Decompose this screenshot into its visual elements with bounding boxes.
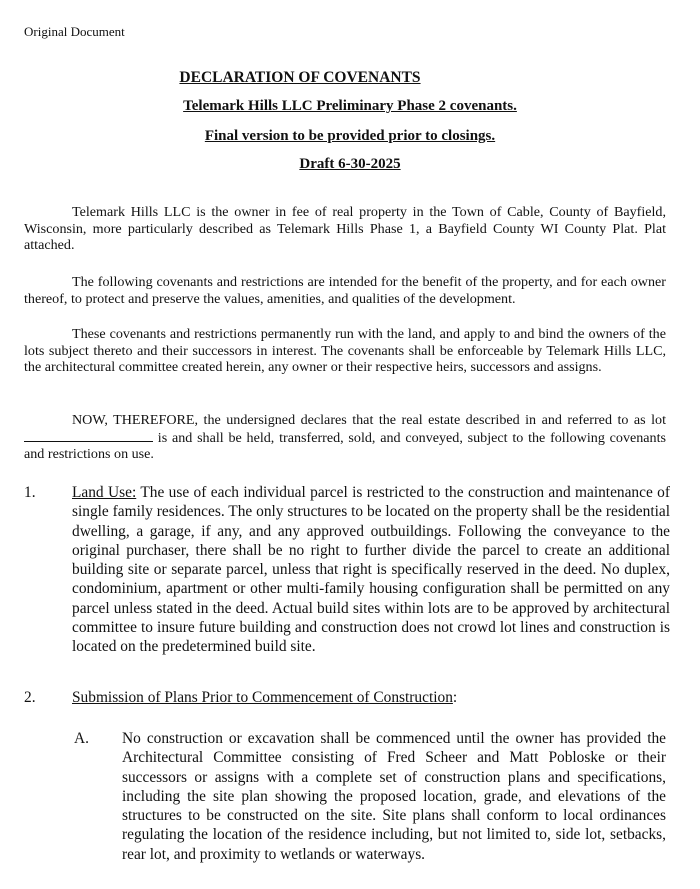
paragraph-ownership <box>24 204 666 254</box>
paragraph-enforcement <box>24 326 666 376</box>
subsection-letter: A. <box>74 730 89 747</box>
paragraph-purpose <box>24 274 666 307</box>
subsection-text: No construction or excavation shall be commenced until the owner has provided the Architectural Committee consisting of Fred Scheer and Matt Pobloske or their successors or assigns with a complete set of construction plans and specifications, including the site plan showing the proposed location, grade, and elevations of the structures to be constructed on the site. Site plans shall conform to local ordinances regulating the location of the residence including, but not limited to, side lot, setbacks, rear lot, and proximity to wetlands or waterways. <box>122 730 666 863</box>
paragraph-enforcement-text: These covenants and restrictions permanently run with the land, and apply to and bind the owners of the lots subject thereto and their successors in interest. The covenants shall be enforceable by Telemark Hills LLC, the architectural committee created herein, any owner or their respective heirs, successors and assigns. <box>24 326 666 376</box>
section-number: 1. <box>24 484 36 501</box>
section-heading: Land Use: <box>72 484 137 501</box>
paragraph-purpose-text: The following covenants and restrictions are intended for the benefit of the property, and for each owner thereof, to protect and preserve the values, amenities, and qualities of the development. <box>24 274 666 307</box>
document-title: DECLARATION OF COVENANTS <box>179 69 421 86</box>
section-body <box>72 483 670 657</box>
document-label: Original Document <box>24 24 125 39</box>
section-number: 2. <box>24 689 36 706</box>
lot-blank-line <box>24 429 153 442</box>
subtitle-phase: Telemark Hills LLC Preliminary Phase 2 covenants. <box>183 98 517 114</box>
section-heading: Submission of Plans Prior to Commencement of Construction <box>72 689 453 706</box>
section-text: The use of each individual parcel is restricted to the construction and maintenance of single family residences. The only structures to be located on the property shall be the residential dwelling, a garage, if any, and any approved outbuildings. Following the conveyance to the original purchaser, there shall be no right to further divide the parcel to create an additional building site or separate parcel, unless that right is specifically reserved in the deed. No duplex, condominium, apartment or other multi-family housing configuration shall be permitted on any parcel unless stated in the deed. Actual build sites within lots are to be approved by architectural committee to insure future building and construction does not crowd lot lines and construction is located on the predetermined build site. <box>72 484 671 656</box>
paragraph-declaration-text-a: NOW, THEREFORE, the undersigned declares that the real estate described in and referred to as lot <box>72 412 666 428</box>
paragraph-ownership-text: Telemark Hills LLC is the owner in fee of real property in the Town of Cable, County of Bayfield, Wisconsin, more particularly described as Telemark Hills Phase 1, a Bayfield County WI County Plat. Plat attached. <box>24 204 666 254</box>
section-heading-colon: : <box>452 689 458 706</box>
paragraph-declaration <box>24 412 666 463</box>
section-body <box>72 688 670 707</box>
paragraph-declaration-text-b: is and shall be held, transferred, sold, and conveyed, subject to the following covenants and restrictions on use. <box>24 429 666 463</box>
subtitle-final-version: Final version to be provided prior to closings. <box>204 128 496 144</box>
draft-date: Draft 6-30-2025 <box>299 156 401 172</box>
